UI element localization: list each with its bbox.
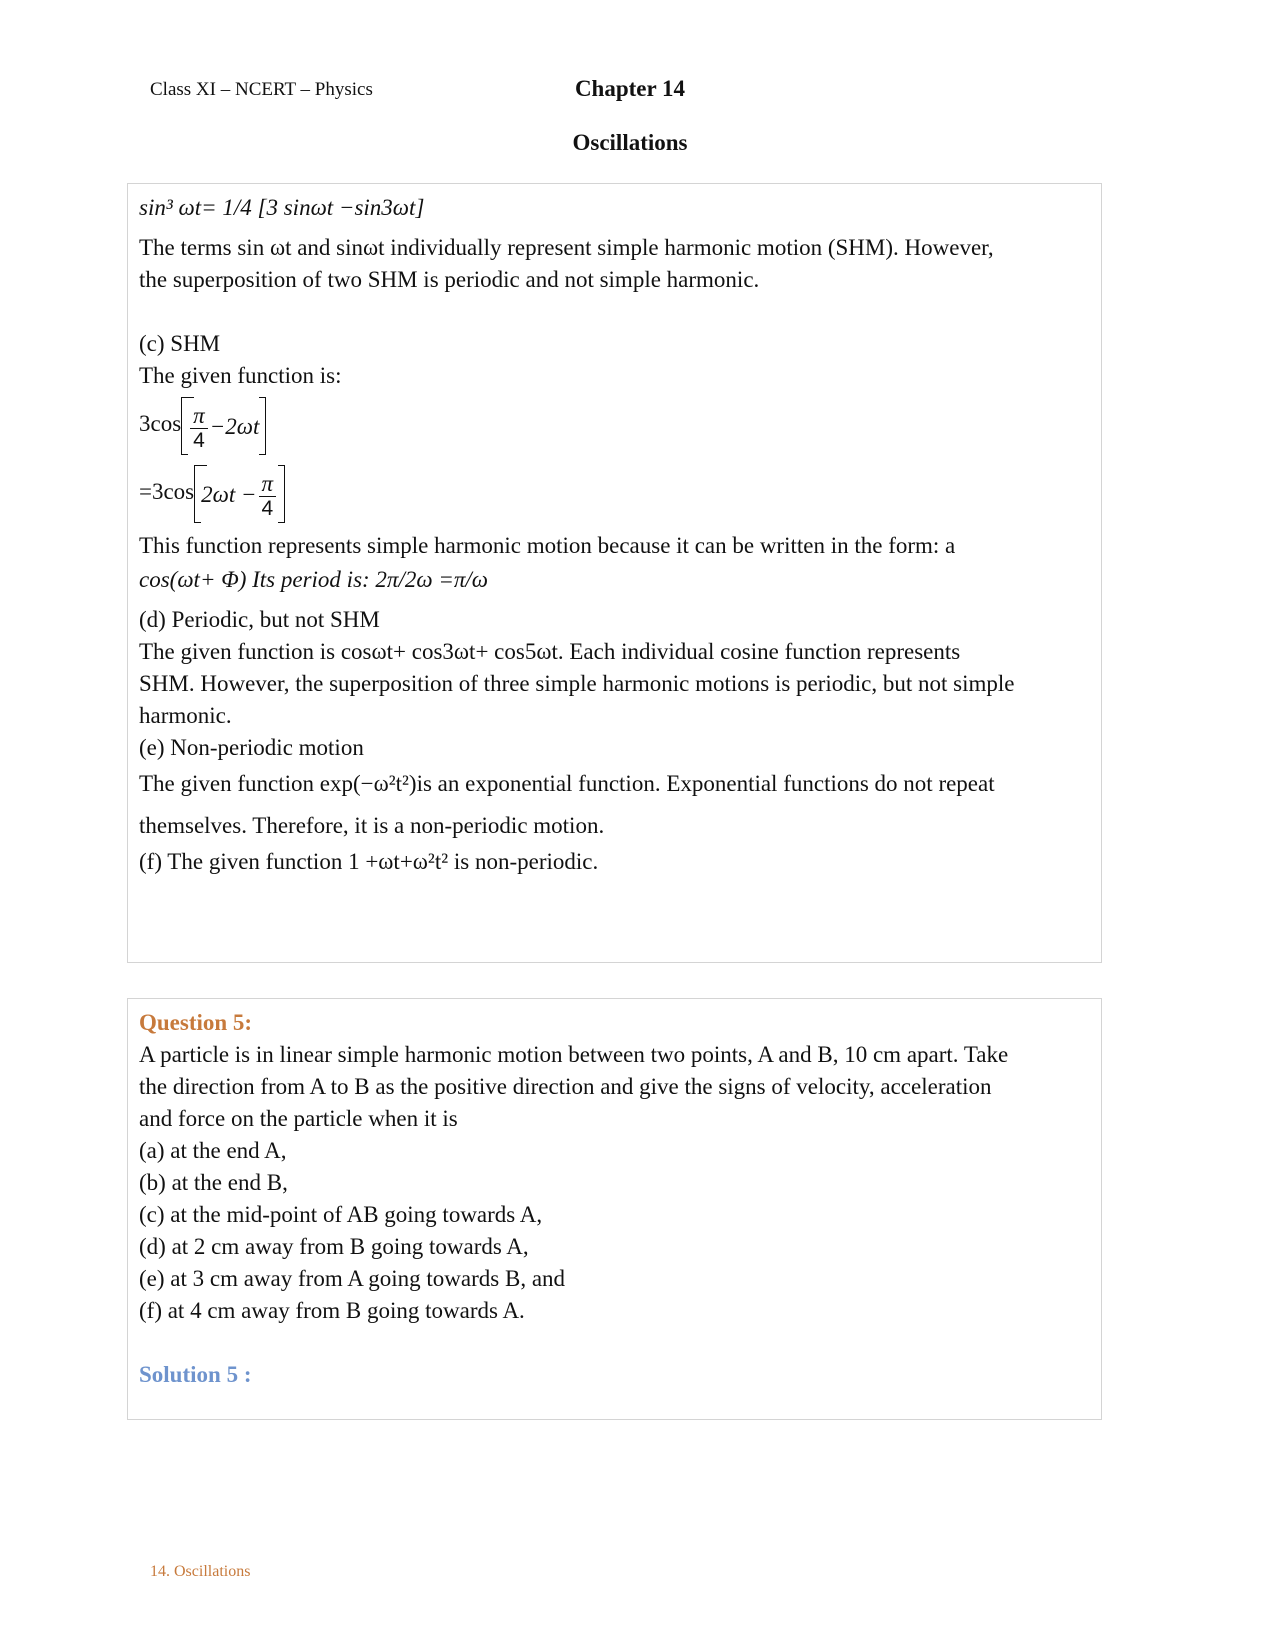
bracket-group	[181, 397, 266, 455]
paragraph-line: harmonic.	[139, 703, 232, 728]
paragraph-line: themselves. Therefore, it is a non-periodic motion.	[139, 813, 605, 838]
bracket-group	[194, 465, 285, 523]
question-item: (c) at the mid-point of AB going towards A,	[139, 1202, 543, 1227]
part-c-heading: (c) SHM	[139, 331, 221, 356]
solution-heading: Solution 5 :	[139, 1362, 252, 1387]
eq-term: −2ωt	[209, 413, 260, 439]
fraction-denominator: 4	[261, 496, 274, 520]
eq-term: 2ωt −	[201, 481, 257, 507]
question-item: (b) at the end B,	[139, 1170, 288, 1195]
equation-cos-1	[139, 394, 266, 455]
paragraph-line: cos(ωt+ Φ) Its period is: 2π/2ω =π/ω	[139, 567, 489, 592]
fraction	[259, 472, 277, 521]
part-e-heading: (e) Non-periodic motion	[139, 735, 364, 760]
part-f-line: (f) The given function 1 +ωt+ω²t² is non-periodic.	[139, 849, 599, 874]
question-line: the direction from A to B as the positive direction and give the signs of velocity, acceleration	[139, 1074, 992, 1099]
eq-coef: 3cos	[139, 411, 182, 436]
equation-cos-2	[139, 462, 285, 523]
fraction-numerator: π	[259, 472, 277, 497]
question-heading: Question 5:	[139, 1010, 253, 1035]
paragraph-line: SHM. However, the superposition of three simple harmonic motions is periodic, but not simple	[139, 671, 1015, 696]
question-item: (f) at 4 cm away from B going towards A.	[139, 1298, 525, 1323]
chapter-topic: Oscillations	[572, 130, 688, 155]
question-item: (a) at the end A,	[139, 1138, 287, 1163]
fraction	[190, 404, 208, 453]
paragraph-line: The given function is cosωt+ cos3ωt+ cos5ωt. Each individual cosine function represents	[139, 639, 961, 664]
fraction-numerator: π	[190, 404, 208, 429]
question-item: (e) at 3 cm away from A going towards B, and	[139, 1266, 566, 1291]
part-c-given: The given function is:	[139, 363, 342, 388]
paragraph-line: The given function exp(−ω²t²)is an exponential function. Exponential functions do not repeat	[139, 771, 995, 796]
question-line: A particle is in linear simple harmonic motion between two points, A and B, 10 cm apart. Take	[139, 1042, 1009, 1067]
header-class-label: Class XI – NCERT – Physics	[150, 79, 373, 100]
question-item: (d) at 2 cm away from B going towards A,	[139, 1234, 529, 1259]
fraction-denominator: 4	[193, 428, 205, 452]
chapter-title: Chapter 14	[574, 76, 686, 101]
paragraph-line: This function represents simple harmonic motion because it can be written in the form: a	[139, 533, 956, 558]
paragraph-line: The terms sin ωt and sinωt individually represent simple harmonic motion (SHM). However,	[139, 235, 994, 260]
question-line: and force on the particle when it is	[139, 1106, 458, 1131]
equation-sin-cubed: sin³ ωt= 1/4 [3 sinωt −sin3ωt]	[139, 195, 425, 220]
question-5-box	[127, 998, 1102, 1420]
eq-coef: =3cos	[139, 479, 195, 504]
solution-continued-box	[127, 183, 1102, 963]
paragraph-line: the superposition of two SHM is periodic and not simple harmonic.	[139, 267, 760, 292]
part-d-heading: (d) Periodic, but not SHM	[139, 607, 380, 632]
page-footer: 14. Oscillations	[150, 1563, 251, 1580]
